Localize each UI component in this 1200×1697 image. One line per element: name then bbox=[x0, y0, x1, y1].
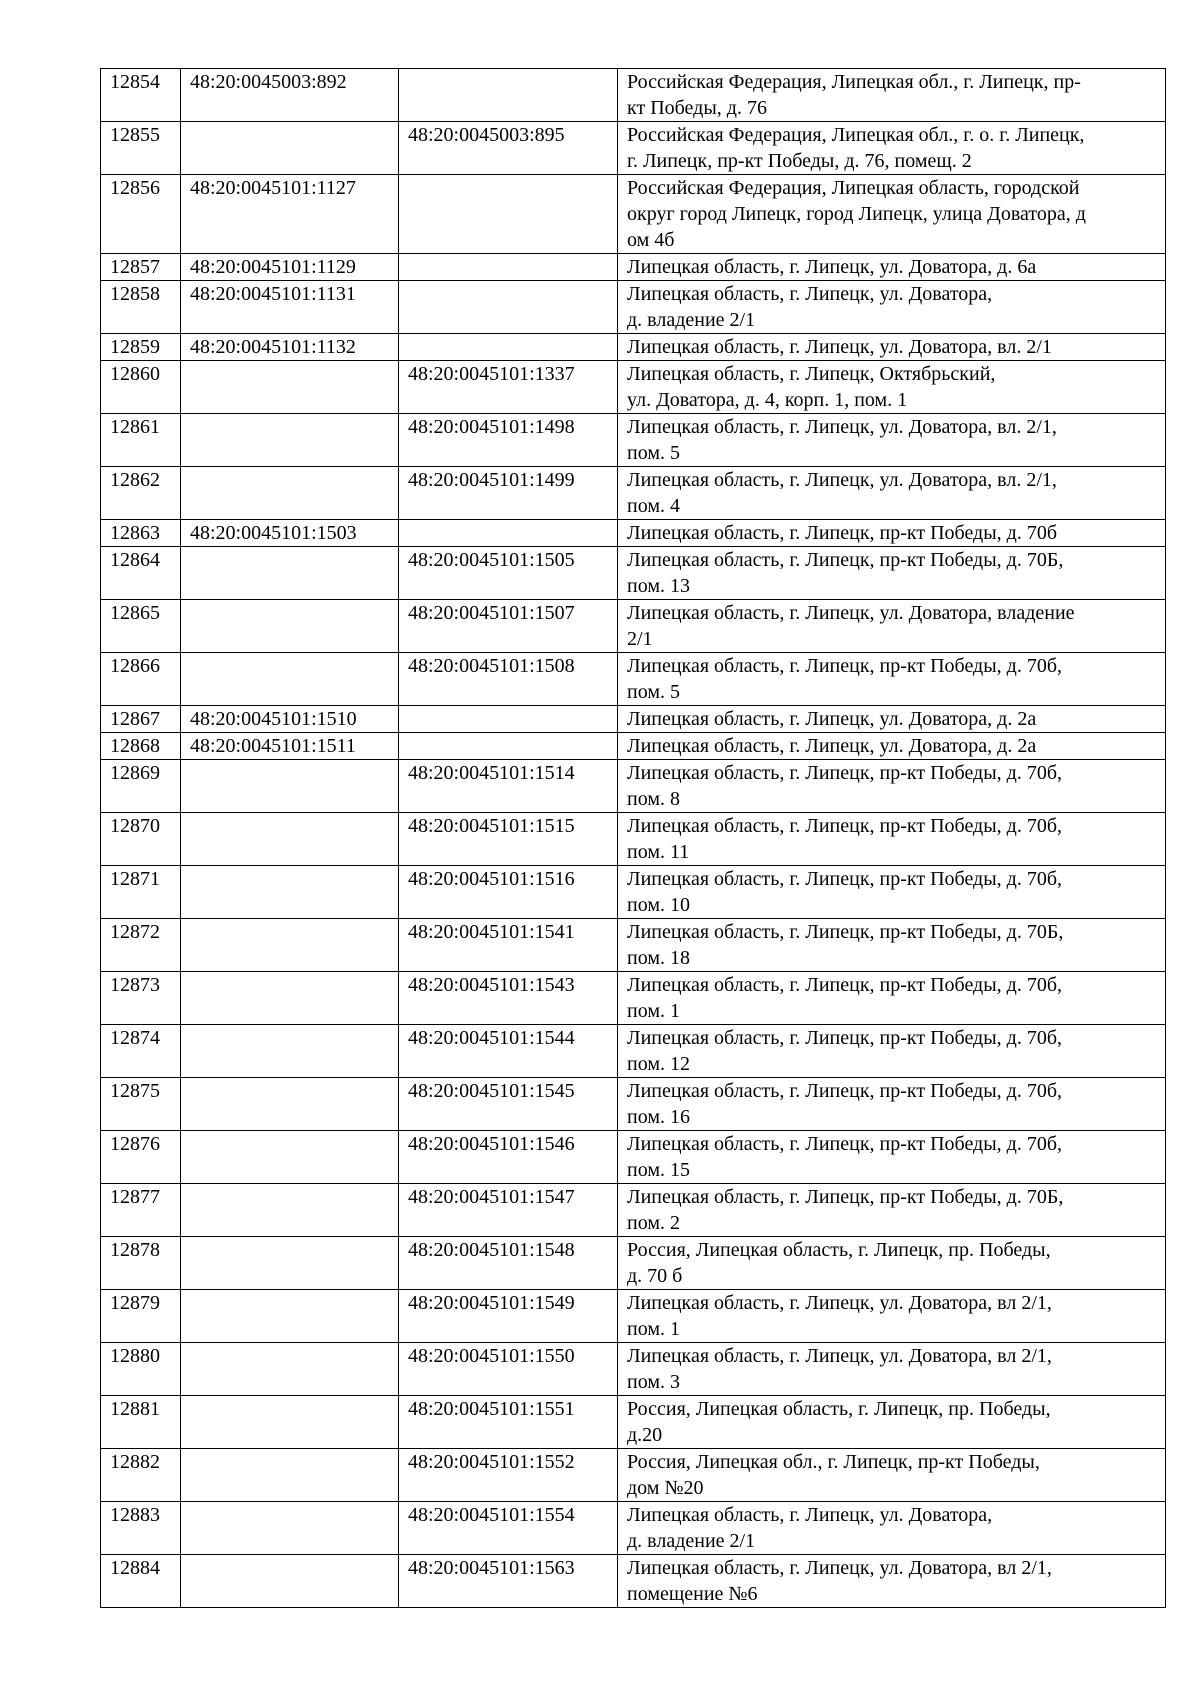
row-number-cell: 12861 bbox=[101, 414, 181, 467]
address-cell: Липецкая область, г. Липецк, ул. Доватора, вл 2/1, помещение №6 bbox=[618, 1555, 1166, 1608]
row-number-cell: 12881 bbox=[101, 1396, 181, 1449]
row-number-cell: 12857 bbox=[101, 254, 181, 281]
premises-cadastral-number-cell: 48:20:0045101:1549 bbox=[399, 1290, 618, 1343]
table-row bbox=[101, 972, 1166, 1025]
address-cell: Липецкая область, г. Липецк, ул. Доватора, владение 2/1 bbox=[618, 600, 1166, 653]
table-row bbox=[101, 361, 1166, 414]
land-cadastral-number-cell: 48:20:0045101:1132 bbox=[181, 334, 399, 361]
premises-cadastral-number-cell: 48:20:0045101:1508 bbox=[399, 653, 618, 706]
land-cadastral-number-cell bbox=[181, 813, 399, 866]
table-row bbox=[101, 69, 1166, 122]
premises-cadastral-number-cell bbox=[399, 254, 618, 281]
address-cell: Липецкая область, г. Липецк, ул. Доватора, д. 2а bbox=[618, 733, 1166, 760]
address-cell: Липецкая область, г. Липецк, пр-кт Победы, д. 70б, пом. 11 bbox=[618, 813, 1166, 866]
row-number-cell: 12860 bbox=[101, 361, 181, 414]
address-cell: Липецкая область, г. Липецк, ул. Доватора, вл. 2/1, пом. 4 bbox=[618, 467, 1166, 520]
land-cadastral-number-cell: 48:20:0045101:1129 bbox=[181, 254, 399, 281]
premises-cadastral-number-cell: 48:20:0045101:1499 bbox=[399, 467, 618, 520]
premises-cadastral-number-cell bbox=[399, 69, 618, 122]
land-cadastral-number-cell bbox=[181, 1078, 399, 1131]
land-cadastral-number-cell: 48:20:0045101:1503 bbox=[181, 520, 399, 547]
premises-cadastral-number-cell: 48:20:0045101:1552 bbox=[399, 1449, 618, 1502]
land-cadastral-number-cell bbox=[181, 760, 399, 813]
premises-cadastral-number-cell: 48:20:0045101:1514 bbox=[399, 760, 618, 813]
table-row bbox=[101, 1078, 1166, 1131]
address-cell: Россия, Липецкая обл., г. Липецк, пр-кт Победы, дом №20 bbox=[618, 1449, 1166, 1502]
address-cell: Липецкая область, г. Липецк, пр-кт Победы, д. 70Б, пом. 2 bbox=[618, 1184, 1166, 1237]
row-number-cell: 12863 bbox=[101, 520, 181, 547]
land-cadastral-number-cell bbox=[181, 467, 399, 520]
premises-cadastral-number-cell bbox=[399, 281, 618, 334]
address-cell: Российская Федерация, Липецкая область, городской округ город Липецк, город Липецк, улица Доватора, д ом 4б bbox=[618, 175, 1166, 254]
premises-cadastral-number-cell: 48:20:0045101:1505 bbox=[399, 547, 618, 600]
land-cadastral-number-cell bbox=[181, 1343, 399, 1396]
premises-cadastral-number-cell: 48:20:0045101:1548 bbox=[399, 1237, 618, 1290]
address-cell: Липецкая область, г. Липецк, ул. Доватора, д. 6а bbox=[618, 254, 1166, 281]
row-number-cell: 12856 bbox=[101, 175, 181, 254]
row-number-cell: 12879 bbox=[101, 1290, 181, 1343]
table-row bbox=[101, 467, 1166, 520]
address-cell: Липецкая область, г. Липецк, ул. Доватора, вл. 2/1 bbox=[618, 334, 1166, 361]
row-number-cell: 12872 bbox=[101, 919, 181, 972]
table-row bbox=[101, 813, 1166, 866]
table-row bbox=[101, 1025, 1166, 1078]
address-cell: Липецкая область, г. Липецк, пр-кт Победы, д. 70б, пом. 1 bbox=[618, 972, 1166, 1025]
row-number-cell: 12880 bbox=[101, 1343, 181, 1396]
premises-cadastral-number-cell: 48:20:0045003:895 bbox=[399, 122, 618, 175]
table-row bbox=[101, 520, 1166, 547]
row-number-cell: 12864 bbox=[101, 547, 181, 600]
row-number-cell: 12878 bbox=[101, 1237, 181, 1290]
table-row bbox=[101, 760, 1166, 813]
premises-cadastral-number-cell: 48:20:0045101:1541 bbox=[399, 919, 618, 972]
land-cadastral-number-cell bbox=[181, 1396, 399, 1449]
address-cell: Липецкая область, г. Липецк, пр-кт Победы, д. 70б, пом. 8 bbox=[618, 760, 1166, 813]
premises-cadastral-number-cell: 48:20:0045101:1516 bbox=[399, 866, 618, 919]
address-cell: Липецкая область, г. Липецк, пр-кт Победы, д. 70Б, пом. 18 bbox=[618, 919, 1166, 972]
table-row bbox=[101, 1555, 1166, 1608]
premises-cadastral-number-cell: 48:20:0045101:1544 bbox=[399, 1025, 618, 1078]
row-number-cell: 12868 bbox=[101, 733, 181, 760]
table-row bbox=[101, 1502, 1166, 1555]
premises-cadastral-number-cell: 48:20:0045101:1543 bbox=[399, 972, 618, 1025]
row-number-cell: 12883 bbox=[101, 1502, 181, 1555]
premises-cadastral-number-cell: 48:20:0045101:1551 bbox=[399, 1396, 618, 1449]
premises-cadastral-number-cell bbox=[399, 706, 618, 733]
premises-cadastral-number-cell: 48:20:0045101:1498 bbox=[399, 414, 618, 467]
land-cadastral-number-cell bbox=[181, 919, 399, 972]
row-number-cell: 12882 bbox=[101, 1449, 181, 1502]
row-number-cell: 12858 bbox=[101, 281, 181, 334]
table-row bbox=[101, 866, 1166, 919]
table-row bbox=[101, 1343, 1166, 1396]
table-row bbox=[101, 733, 1166, 760]
property-register-table bbox=[100, 68, 1166, 1608]
address-cell: Липецкая область, г. Липецк, пр-кт Победы, д. 70б bbox=[618, 520, 1166, 547]
premises-cadastral-number-cell bbox=[399, 334, 618, 361]
land-cadastral-number-cell bbox=[181, 361, 399, 414]
land-cadastral-number-cell bbox=[181, 600, 399, 653]
table-row bbox=[101, 334, 1166, 361]
table-row bbox=[101, 1396, 1166, 1449]
address-cell: Липецкая область, г. Липецк, ул. Доватора, вл. 2/1, пом. 5 bbox=[618, 414, 1166, 467]
premises-cadastral-number-cell: 48:20:0045101:1546 bbox=[399, 1131, 618, 1184]
row-number-cell: 12859 bbox=[101, 334, 181, 361]
table-row bbox=[101, 919, 1166, 972]
row-number-cell: 12877 bbox=[101, 1184, 181, 1237]
land-cadastral-number-cell bbox=[181, 1131, 399, 1184]
land-cadastral-number-cell bbox=[181, 866, 399, 919]
premises-cadastral-number-cell: 48:20:0045101:1554 bbox=[399, 1502, 618, 1555]
address-cell: Липецкая область, г. Липецк, пр-кт Победы, д. 70б, пом. 15 bbox=[618, 1131, 1166, 1184]
land-cadastral-number-cell bbox=[181, 1555, 399, 1608]
premises-cadastral-number-cell: 48:20:0045101:1515 bbox=[399, 813, 618, 866]
table-row bbox=[101, 600, 1166, 653]
row-number-cell: 12866 bbox=[101, 653, 181, 706]
land-cadastral-number-cell bbox=[181, 1237, 399, 1290]
premises-cadastral-number-cell bbox=[399, 175, 618, 254]
row-number-cell: 12873 bbox=[101, 972, 181, 1025]
premises-cadastral-number-cell: 48:20:0045101:1545 bbox=[399, 1078, 618, 1131]
row-number-cell: 12871 bbox=[101, 866, 181, 919]
address-cell: Российская Федерация, Липецкая обл., г. Липецк, пр- кт Победы, д. 76 bbox=[618, 69, 1166, 122]
address-cell: Липецкая область, г. Липецк, пр-кт Победы, д. 70б, пом. 5 bbox=[618, 653, 1166, 706]
land-cadastral-number-cell bbox=[181, 1502, 399, 1555]
table-row bbox=[101, 281, 1166, 334]
premises-cadastral-number-cell: 48:20:0045101:1550 bbox=[399, 1343, 618, 1396]
table-row bbox=[101, 414, 1166, 467]
table-row bbox=[101, 122, 1166, 175]
address-cell: Липецкая область, г. Липецк, ул. Доватора, д. 2а bbox=[618, 706, 1166, 733]
address-cell: Липецкая область, г. Липецк, ул. Доватора, вл 2/1, пом. 3 bbox=[618, 1343, 1166, 1396]
land-cadastral-number-cell: 48:20:0045101:1510 bbox=[181, 706, 399, 733]
table-row bbox=[101, 175, 1166, 254]
table-row bbox=[101, 1290, 1166, 1343]
address-cell: Липецкая область, г. Липецк, ул. Доватора, д. владение 2/1 bbox=[618, 281, 1166, 334]
address-cell: Липецкая область, г. Липецк, ул. Доватора, вл 2/1, пом. 1 bbox=[618, 1290, 1166, 1343]
land-cadastral-number-cell bbox=[181, 1184, 399, 1237]
row-number-cell: 12876 bbox=[101, 1131, 181, 1184]
address-cell: Липецкая область, г. Липецк, Октябрьский, ул. Доватора, д. 4, корп. 1, пом. 1 bbox=[618, 361, 1166, 414]
address-cell: Россия, Липецкая область, г. Липецк, пр. Победы, д.20 bbox=[618, 1396, 1166, 1449]
land-cadastral-number-cell: 48:20:0045101:1511 bbox=[181, 733, 399, 760]
table-row bbox=[101, 547, 1166, 600]
row-number-cell: 12867 bbox=[101, 706, 181, 733]
land-cadastral-number-cell: 48:20:0045101:1131 bbox=[181, 281, 399, 334]
premises-cadastral-number-cell bbox=[399, 733, 618, 760]
table-row bbox=[101, 1449, 1166, 1502]
land-cadastral-number-cell bbox=[181, 122, 399, 175]
row-number-cell: 12865 bbox=[101, 600, 181, 653]
row-number-cell: 12884 bbox=[101, 1555, 181, 1608]
row-number-cell: 12870 bbox=[101, 813, 181, 866]
address-cell: Россия, Липецкая область, г. Липецк, пр. Победы, д. 70 б bbox=[618, 1237, 1166, 1290]
premises-cadastral-number-cell: 48:20:0045101:1337 bbox=[399, 361, 618, 414]
table-row bbox=[101, 254, 1166, 281]
address-cell: Липецкая область, г. Липецк, пр-кт Победы, д. 70б, пом. 10 bbox=[618, 866, 1166, 919]
land-cadastral-number-cell bbox=[181, 972, 399, 1025]
land-cadastral-number-cell: 48:20:0045101:1127 bbox=[181, 175, 399, 254]
row-number-cell: 12855 bbox=[101, 122, 181, 175]
address-cell: Российская Федерация, Липецкая обл., г. о. г. Липецк, г. Липецк, пр-кт Победы, д. 76, помещ. 2 bbox=[618, 122, 1166, 175]
table-row bbox=[101, 706, 1166, 733]
premises-cadastral-number-cell: 48:20:0045101:1507 bbox=[399, 600, 618, 653]
row-number-cell: 12869 bbox=[101, 760, 181, 813]
land-cadastral-number-cell bbox=[181, 1449, 399, 1502]
row-number-cell: 12862 bbox=[101, 467, 181, 520]
table-row bbox=[101, 1237, 1166, 1290]
address-cell: Липецкая область, г. Липецк, ул. Доватора, д. владение 2/1 bbox=[618, 1502, 1166, 1555]
land-cadastral-number-cell bbox=[181, 547, 399, 600]
table-row bbox=[101, 653, 1166, 706]
row-number-cell: 12874 bbox=[101, 1025, 181, 1078]
row-number-cell: 12854 bbox=[101, 69, 181, 122]
address-cell: Липецкая область, г. Липецк, пр-кт Победы, д. 70б, пом. 12 bbox=[618, 1025, 1166, 1078]
land-cadastral-number-cell bbox=[181, 1290, 399, 1343]
premises-cadastral-number-cell: 48:20:0045101:1547 bbox=[399, 1184, 618, 1237]
land-cadastral-number-cell bbox=[181, 1025, 399, 1078]
premises-cadastral-number-cell bbox=[399, 520, 618, 547]
land-cadastral-number-cell bbox=[181, 653, 399, 706]
address-cell: Липецкая область, г. Липецк, пр-кт Победы, д. 70б, пом. 16 bbox=[618, 1078, 1166, 1131]
land-cadastral-number-cell: 48:20:0045003:892 bbox=[181, 69, 399, 122]
premises-cadastral-number-cell: 48:20:0045101:1563 bbox=[399, 1555, 618, 1608]
address-cell: Липецкая область, г. Липецк, пр-кт Победы, д. 70Б, пом. 13 bbox=[618, 547, 1166, 600]
table-body bbox=[101, 69, 1166, 1608]
land-cadastral-number-cell bbox=[181, 414, 399, 467]
table-row bbox=[101, 1131, 1166, 1184]
table-row bbox=[101, 1184, 1166, 1237]
row-number-cell: 12875 bbox=[101, 1078, 181, 1131]
